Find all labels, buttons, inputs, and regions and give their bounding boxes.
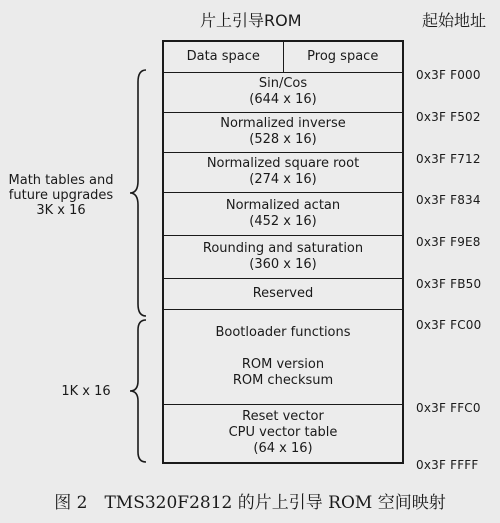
block-rom-checksum: ROM checksum [232, 372, 334, 388]
address-label: 0x3F FB50 [416, 277, 482, 291]
block-name: Bootloader functions [215, 324, 351, 340]
rom-memory-map [162, 40, 404, 464]
block-sin-cos [164, 72, 402, 113]
block-normalized-actan [164, 192, 402, 236]
address-label: 0x3F F502 [416, 110, 481, 124]
address-label: 0x3F F712 [416, 152, 481, 166]
rom-title: 片上引导ROM [200, 11, 302, 30]
block-size: (64 x 16) [253, 441, 313, 456]
address-label: 0x3F FFC0 [416, 401, 481, 415]
block-name: Reset vector [242, 409, 324, 424]
block-size: (274 x 16) [249, 172, 317, 187]
lower-range-brace [124, 318, 154, 464]
block-bootloader [164, 309, 402, 405]
address-label: 0x3F F9E8 [416, 235, 481, 249]
upper-range-brace [124, 68, 154, 318]
block-name: Reserved [252, 285, 314, 301]
space-header-row [164, 42, 402, 73]
address-label: 0x3F F000 [416, 68, 481, 82]
block-rounding-saturation [164, 235, 402, 279]
block-reset-vector [164, 404, 402, 462]
block-normalized-square-root [164, 152, 402, 193]
block-size: (452 x 16) [249, 213, 317, 229]
start-address-title: 起始地址 [421, 11, 486, 30]
block-normalized-inverse [164, 112, 402, 153]
address-label: 0x3F F834 [416, 193, 481, 207]
upper-brace-label: Math tables and future upgrades 3K x 16 [8, 173, 114, 218]
figure-caption: 图 2 TMS320F2812 的片上引导 ROM 空间映射 [54, 493, 446, 513]
block-name: Rounding and saturation [202, 240, 364, 256]
block-vector-table: CPU vector table [228, 425, 338, 440]
address-label: 0x3F FFFF [416, 458, 479, 472]
block-size: (644 x 16) [249, 92, 317, 107]
lower-brace-label: 1K x 16 [61, 384, 111, 399]
block-size: (528 x 16) [249, 132, 317, 147]
block-name: Sin/Cos [258, 76, 308, 91]
address-label: 0x3F FC00 [416, 318, 482, 332]
block-name: Normalized square root [206, 156, 360, 171]
block-reserved [164, 278, 402, 310]
data-space-cell: Data space [164, 42, 284, 72]
block-name: Normalized inverse [220, 116, 346, 131]
prog-space-cell: Prog space [307, 49, 379, 64]
block-rom-version: ROM version [241, 356, 325, 372]
block-name: Normalized actan [225, 197, 341, 213]
block-size: (360 x 16) [249, 256, 317, 272]
